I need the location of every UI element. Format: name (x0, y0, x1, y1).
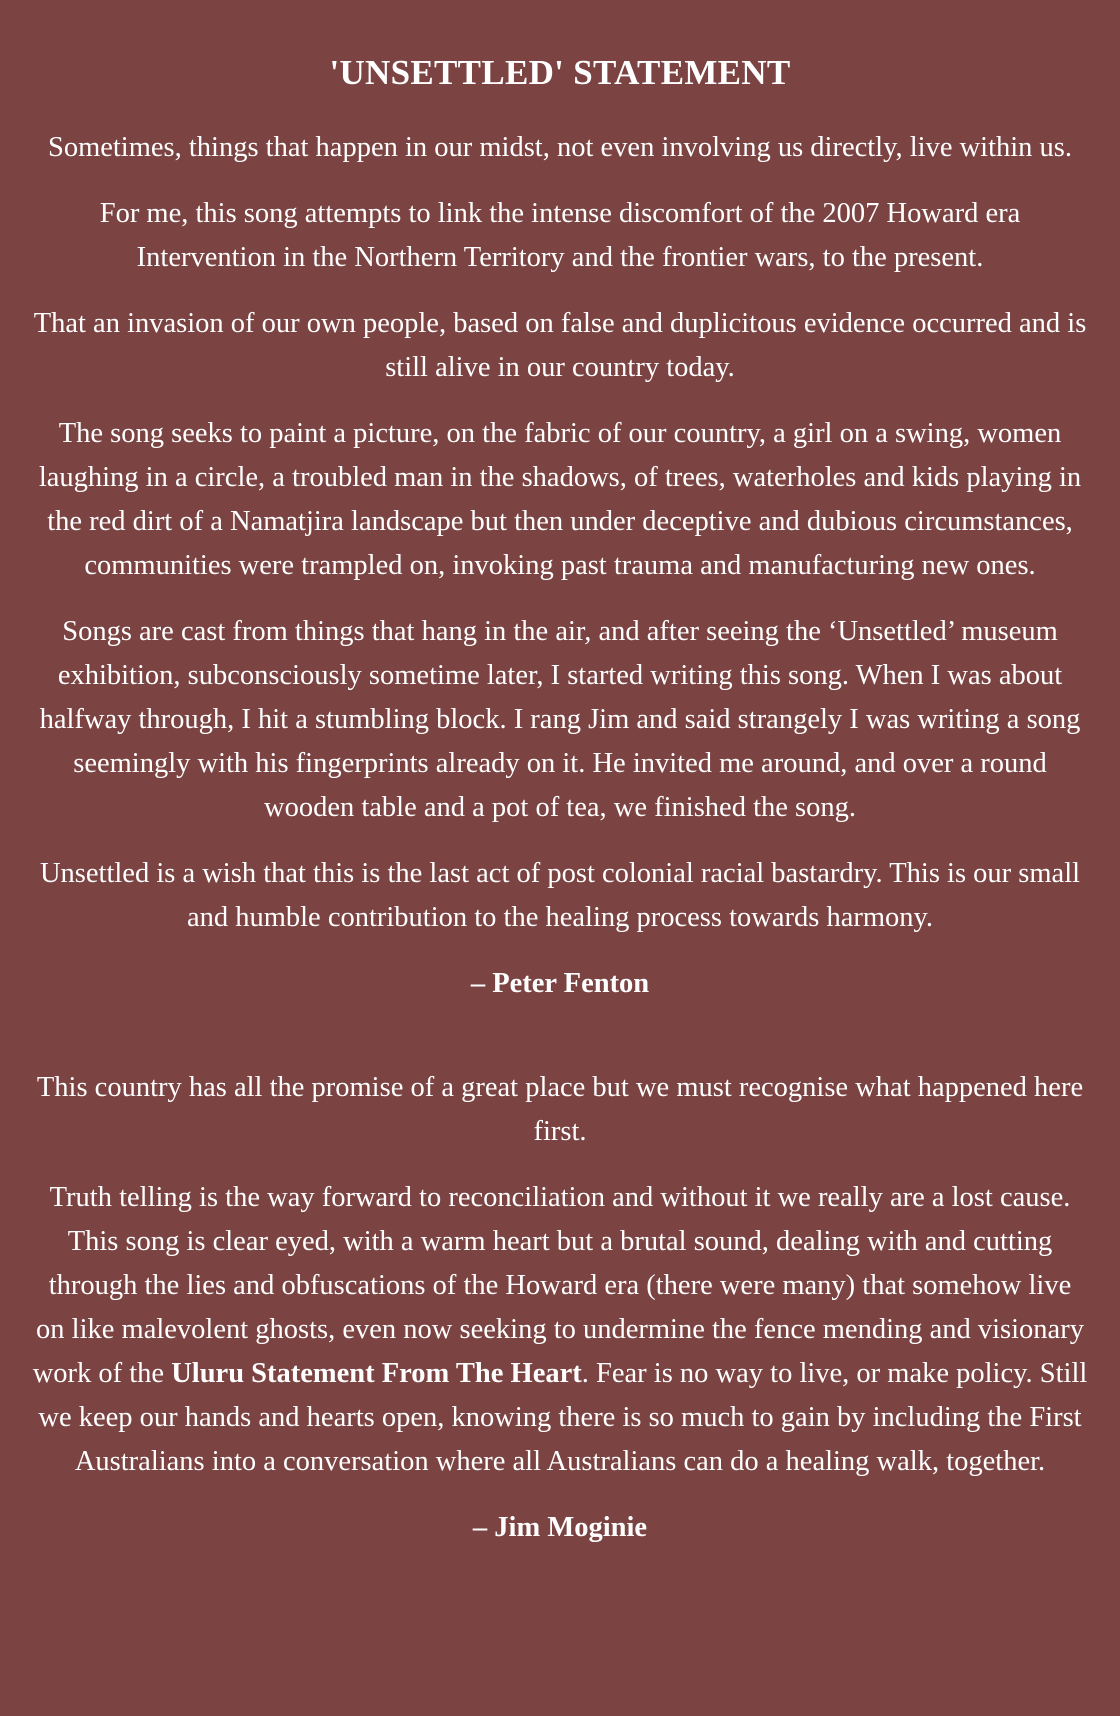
jim-signature: – Jim Moginie (472, 1512, 648, 1543)
peter-paragraph-4: The song seeks to paint a picture, on the fabric of our country, a girl on a swing, women laughing in a circle, a troubled man in the shadows, of trees, waterholes and kids playing in the red dirt of a Namatjira landscape but then under deceptive and dubious circumstances, communities were trampled on, invoking past trauma and manufacturing new ones. (38, 418, 1082, 581)
peter-signature: – Peter Fenton (470, 968, 650, 999)
peter-paragraph-5: Songs are cast from things that hang in the air, and after seeing the ‘Unsettled’ museum exhibition, subconsciously sometime later, I started writing this song. When I was about halfway through, I hit a stumbling block. I rang Jim and said strangely I was writing a song seemingly with his fingerprints already on it. He invited me around, and over a round wooden table and a pot of tea, we finished the song. (39, 616, 1081, 823)
uluru-statement-title: Uluru Statement From The Heart (171, 1358, 582, 1389)
jim-paragraph-2-start: Truth telling is the way forward to reconciliation and without it we really are a lost cause. This song is clear eyed, with a warm heart but a brutal sound, dealing with and cutting through the lies and obfuscations of the Howard era (there were many) that somehow live on like malevolent ghosts, even now seeking to undermine the fence mending and visionary work of the (32, 1182, 1084, 1389)
jim-paragraph-2 (32, 1176, 1088, 1484)
jim-paragraph-2-end: . Fear is no way to live, or make policy. Still we keep our hands and hearts open, knowing there is so much to gain by including the First Australians into a conversation where all Australians can do a healing walk, together. (38, 1358, 1088, 1477)
section-spacer (32, 1028, 1088, 1066)
peter-paragraph-3: That an invasion of our own people, based on false and duplicitous evidence occurred and is still alive in our country today. (33, 308, 1087, 383)
page-title: 'UNSETTLED' STATEMENT (329, 53, 791, 92)
jim-paragraph-1: This country has all the promise of a great place but we must recognise what happened here first. (36, 1072, 1084, 1147)
peter-paragraph-2: For me, this song attempts to link the intense discomfort of the 2007 Howard era Intervention in the Northern Territory and the frontier wars, to the present. (99, 198, 1021, 273)
peter-paragraph-1: Sometimes, things that happen in our midst, not even involving us directly, live within us. (47, 132, 1073, 163)
peter-paragraph-6: Unsettled is a wish that this is the last act of post colonial racial bastardry. This is our small and humble contribution to the healing process towards harmony. (39, 858, 1081, 933)
